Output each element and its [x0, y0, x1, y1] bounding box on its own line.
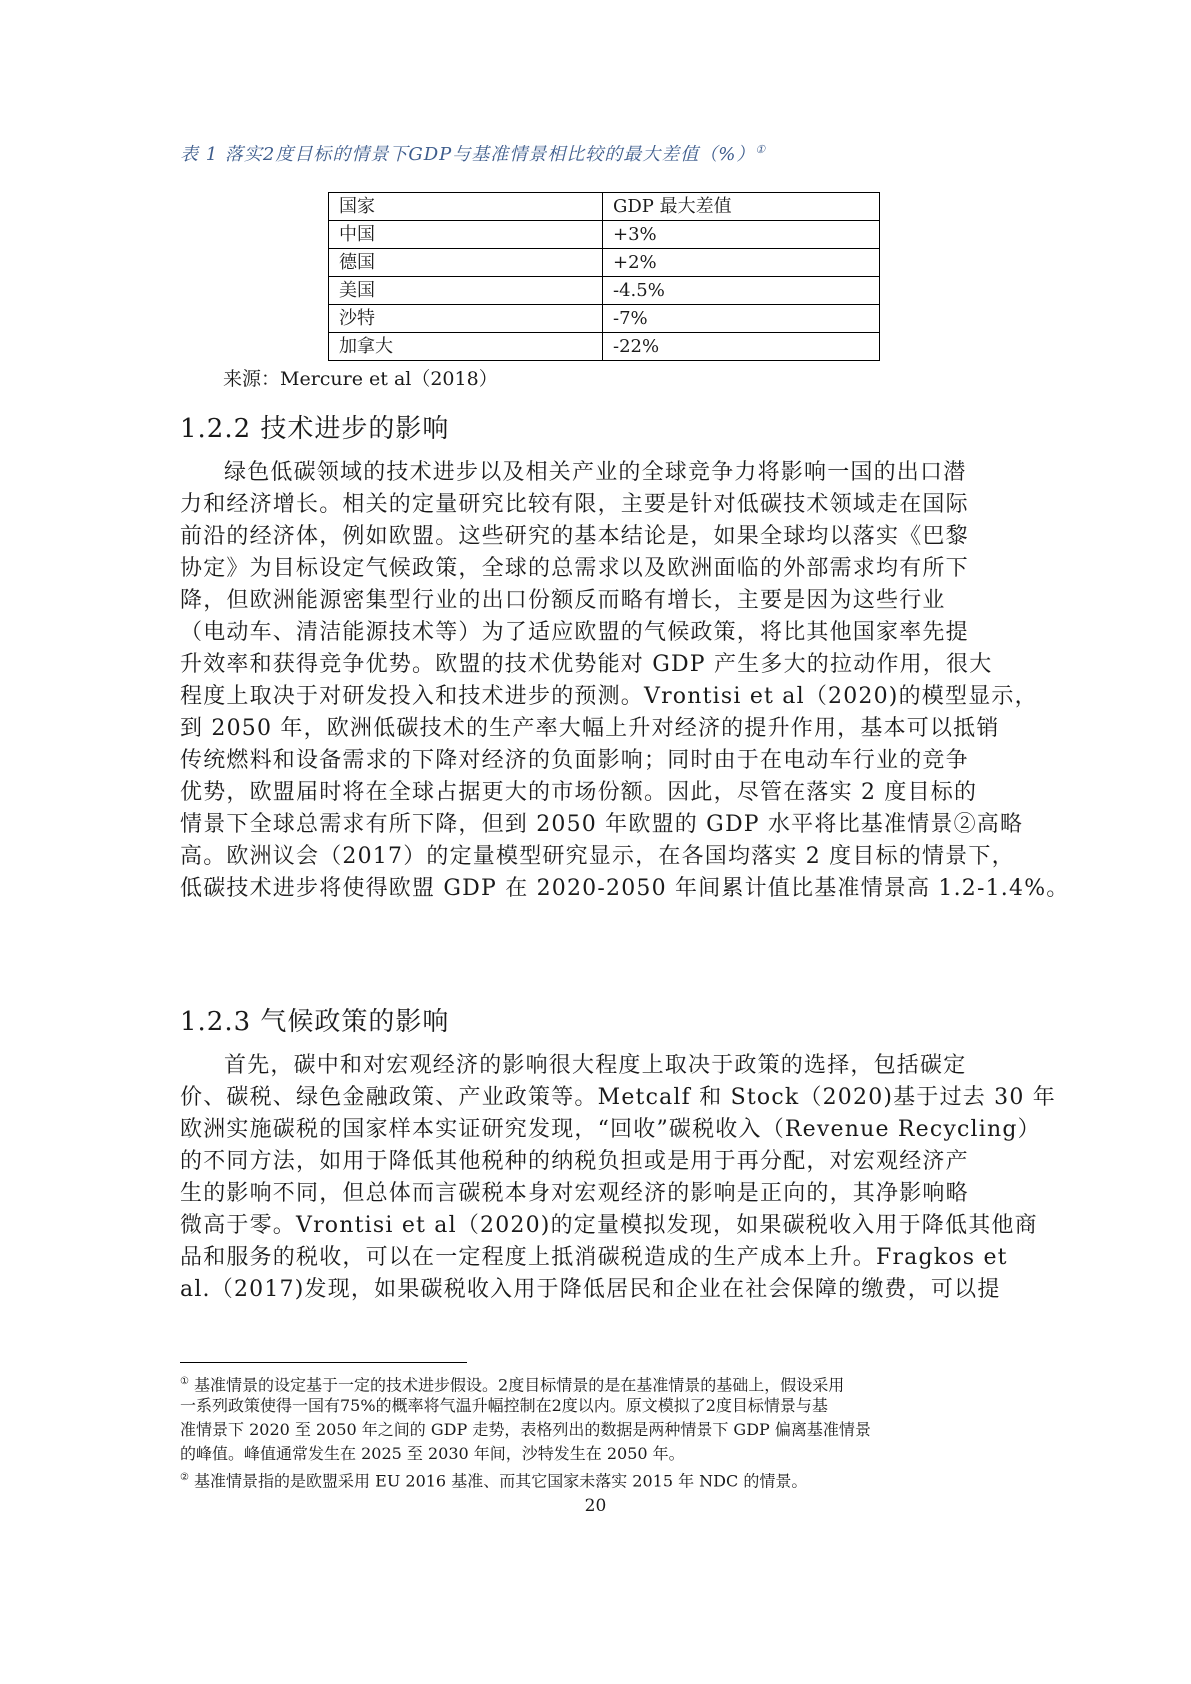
table-cell-value: -4.5% — [603, 277, 880, 305]
table-row — [329, 221, 880, 249]
section-heading-climate-policy: 1.2.3 气候政策的影响 — [180, 1007, 450, 1037]
paragraph-line: 力和经济增长。相关的定量研究比较有限，主要是针对低碳技术领域走在国际 — [180, 492, 969, 517]
footnote-2-text: 基准情景指的是欧盟采用 EU 2016 基准、而其它国家未落实 2015 年 NDC 的情景。 — [188, 1471, 808, 1491]
footnote-1-text: 基准情景的设定基于一定的技术进步假设。2度目标情景的是在基准情景的基础上，假设采用 — [188, 1375, 845, 1395]
footnote-2-mark: ② — [180, 1472, 189, 1483]
paragraph-line: （电动车、清洁能源技术等）为了适应欧盟的气候政策，将比其他国家率先提 — [180, 620, 969, 645]
table-header-row — [329, 193, 880, 221]
footnote-1-line: 的峰值。峰值通常发生在 2025 至 2030 年间，沙特发生在 2050 年。 — [180, 1444, 685, 1463]
paragraph-line: 程度上取决于对研发投入和技术进步的预测。Vrontisi et al（2020)的模型显示， — [180, 684, 1038, 709]
footnote-1-line — [180, 1370, 1020, 1394]
paragraph-line: 高。欧洲议会（2017）的定量模型研究显示，在各国均落实 2 度目标的情景下， — [180, 844, 1015, 869]
footnote-1-line: 一系列政策使得一国有75%的概率将气温升幅控制在2度以内。原文模拟了2度目标情景与基 — [180, 1396, 828, 1415]
paragraph-line: 前沿的经济体，例如欧盟。这些研究的基本结论是，如果全球均以落实《巴黎 — [180, 524, 969, 549]
table-caption — [180, 140, 940, 166]
paragraph-line: 优势，欧盟届时将在全球占据更大的市场份额。因此，尽管在落实 2 度目标的 — [180, 780, 978, 805]
gdp-difference-table — [328, 192, 880, 361]
table-header-gdp-diff: GDP 最大差值 — [603, 193, 880, 221]
table-cell-value: -7% — [603, 305, 880, 333]
paragraph-line: 情景下全球总需求有所下降，但到 2050 年欧盟的 GDP 水平将比基准情景②高略 — [180, 812, 1024, 837]
paragraph-line: 首先，碳中和对宏观经济的影响很大程度上取决于政策的选择，包括碳定 — [224, 1053, 967, 1078]
table-cell-country: 中国 — [329, 221, 603, 249]
paragraph-line: 到 2050 年，欧洲低碳技术的生产率大幅上升对经济的提升作用，基本可以抵销 — [180, 716, 1000, 741]
table-header-country: 国家 — [329, 193, 603, 221]
paragraph-line: al.（2017)发现，如果碳税收入用于降低居民和企业在社会保障的缴费，可以提 — [180, 1277, 1001, 1302]
paragraph-line: 传统燃料和设备需求的下降对经济的负面影响；同时由于在电动车行业的竞争 — [180, 748, 969, 773]
footnote-2-line — [180, 1466, 1020, 1490]
table-cell-country: 德国 — [329, 249, 603, 277]
table-cell-value: -22% — [603, 333, 880, 361]
table-cell-value: +3% — [603, 221, 880, 249]
table-cell-country: 加拿大 — [329, 333, 603, 361]
footnote-1-mark: ① — [180, 1376, 189, 1387]
table-cell-country: 美国 — [329, 277, 603, 305]
paragraph-line: 微高于零。Vrontisi et al（2020)的定量模拟发现，如果碳税收入用于降低其他商 — [180, 1213, 1038, 1238]
footnote-1-line: 准情景下 2020 至 2050 年之间的 GDP 走势，表格列出的数据是两种情景下 GDP 偏离基准情景 — [180, 1420, 871, 1439]
paragraph-line: 价、碳税、绿色金融政策、产业政策等。Metcalf 和 Stock（2020)基于过去 30 年 — [180, 1085, 1056, 1110]
page-number: 20 — [584, 1496, 607, 1516]
table-row — [329, 333, 880, 361]
paragraph-line: 协定》为目标设定气候政策，全球的总需求以及欧洲面临的外部需求均有所下 — [180, 556, 969, 581]
footnotes — [180, 1370, 1020, 1490]
paragraph-tech-progress — [180, 457, 1070, 905]
table-row — [329, 249, 880, 277]
table-source: 来源：Mercure et al（2018） — [223, 368, 498, 390]
footnote-divider — [180, 1362, 467, 1363]
paragraph-line: 品和服务的税收，可以在一定程度上抵消碳税造成的生产成本上升。Fragkos et — [180, 1245, 1008, 1270]
section-heading-tech-progress: 1.2.2 技术进步的影响 — [180, 414, 450, 444]
footnote-ref-1[interactable]: ① — [755, 143, 767, 156]
paragraph-line: 绿色低碳领域的技术进步以及相关产业的全球竞争力将影响一国的出口潜 — [224, 460, 967, 485]
table-row — [329, 305, 880, 333]
paragraph-line: 降，但欧洲能源密集型行业的出口份额反而略有增长，主要是因为这些行业 — [180, 588, 946, 613]
table-cell-value: +2% — [603, 249, 880, 277]
paragraph-line: 升效率和获得竞争优势。欧盟的技术优势能对 GDP 产生多大的拉动作用，很大 — [180, 652, 993, 677]
paragraph-line: 低碳技术进步将使得欧盟 GDP 在 2020-2050 年间累计值比基准情景高 1.2-1.4%。 — [180, 876, 1070, 901]
table-caption-text: 表 1 落实2度目标的情景下GDP与基准情景相比较的最大差值（%） — [180, 144, 756, 165]
table-row — [329, 277, 880, 305]
paragraph-line: 的不同方法，如用于降低其他税种的纳税负担或是用于再分配，对宏观经济产 — [180, 1149, 969, 1174]
table-cell-country: 沙特 — [329, 305, 603, 333]
paragraph-line: 欧洲实施碳税的国家样本实证研究发现，“回收”碳税收入（Revenue Recycling） — [180, 1117, 1041, 1142]
paragraph-line: 生的影响不同，但总体而言碳税本身对宏观经济的影响是正向的，其净影响略 — [180, 1181, 969, 1206]
paragraph-climate-policy — [180, 1050, 1056, 1306]
